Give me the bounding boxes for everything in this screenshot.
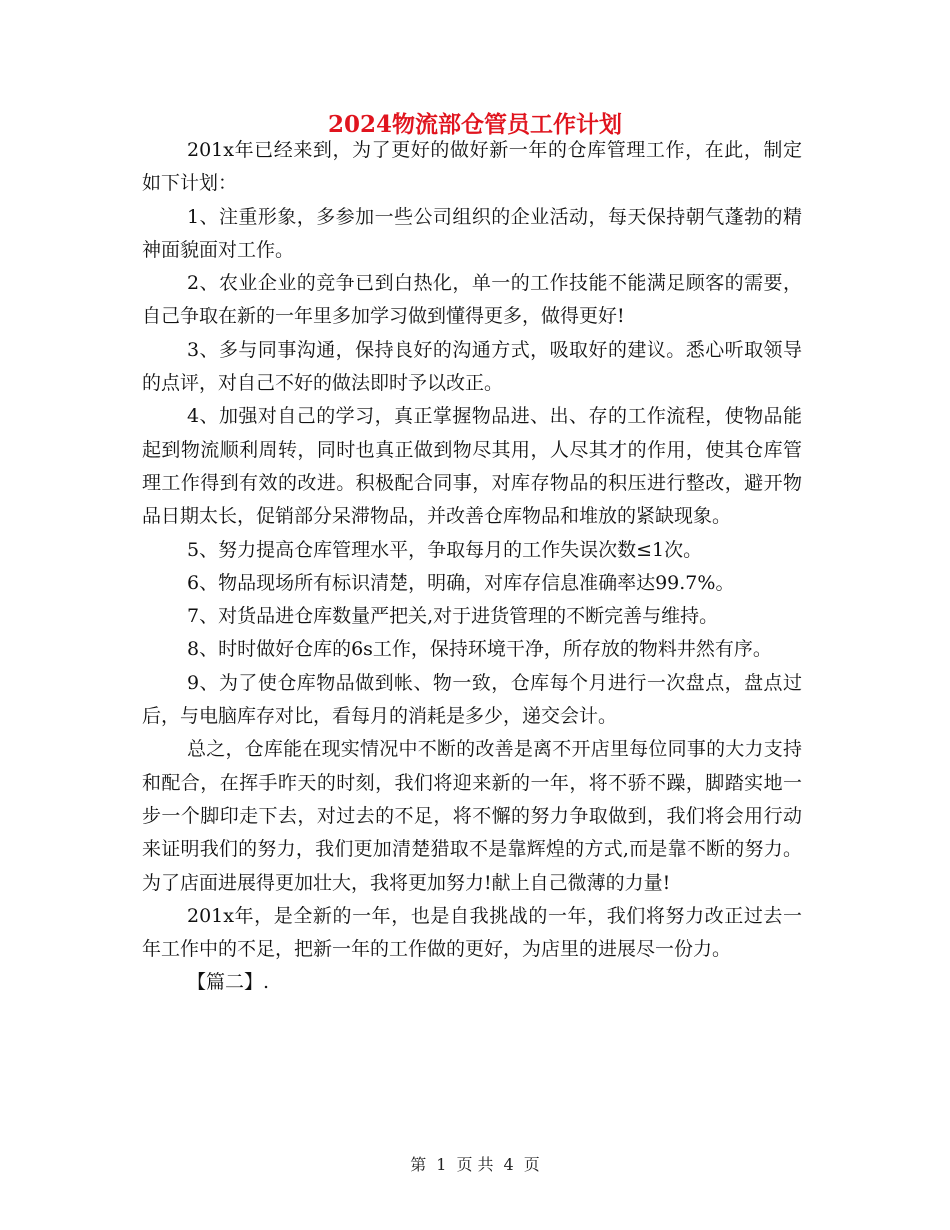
plan-item-8: 8、时时做好仓库的6s工作，保持环境干净，所存放的物料井然有序。 [187,638,772,661]
section-heading-part-two: 【篇二】. [187,971,270,994]
document-title: 2024物流部仓管员工作计划 [327,111,622,138]
current-page-number: 1 [436,1155,447,1174]
total-page-count: 4 [503,1155,514,1174]
plan-item-1: 1、注重形象，多参加一些公司组织的企业活动，每天保持朝气蓬勃的精神面貌面对工作。 [142,205,802,261]
plan-item-3: 3、多与同事沟通，保持良好的沟通方式，吸取好的建议。悉心听取领导的点评，对自己不好的做法即时予以改正。 [142,338,802,395]
plan-item-5: 5、努力提高仓库管理水平，争取每月的工作失误次数≤1次。 [187,538,703,561]
closing-paragraph: 201x年，是全新的一年，也是自我挑战的一年，我们将努力改正过去一年工作中的不足，把新一年的工作做的更好，为店里的进展尽一份力。 [142,904,802,961]
document-body [142,134,802,1000]
intro-paragraph: 201x年已经来到，为了更好的做好新一年的仓库管理工作，在此，制定如下计划： [142,139,802,195]
summary-paragraph: 总之，仓库能在现实情况中不断的改善是离不开店里每位同事的大力支持和配合，在挥手昨天的时刻，我们将迎来新的一年，将不骄不躁，脚踏实地一步一个脚印走下去，对过去的不足，将不懈的努力争取做到，我们将会用行动来证明我们的努力，我们更加清楚猎取不是靠辉煌的方式,而是靠不断的努力。为了店面进展得更加壮大，我将更加努力!献上自己微薄的力量! [142,738,802,894]
footer-mid: 页 共 [456,1155,494,1174]
footer-suffix: 页 [523,1155,540,1174]
footer-prefix: 第 [410,1155,427,1174]
plan-item-7: 7、对货品进仓库数量严把关,对于进货管理的不断完善与维持。 [187,605,719,628]
plan-item-9: 9、为了使仓库物品做到帐、物一致，仓库每个月进行一次盘点，盘点过后，与电脑库存对比，看每月的消耗是多少，递交会计。 [142,671,802,728]
plan-item-6: 6、物品现场所有标识清楚，明确，对库存信息准确率达99.7%。 [187,571,735,594]
page-footer [0,1153,950,1177]
plan-item-2: 2、农业企业的竞争已到白热化，单一的工作技能不能满足顾客的需要，自己争取在新的一年里多加学习做到懂得更多，做得更好! [142,272,802,328]
plan-item-4: 4、加强对自己的学习，真正掌握物品进、出、存的工作流程，使物品能起到物流顺利周转，同时也真正做到物尽其用，人尽其才的作用，使其仓库管理工作得到有效的改进。积极配合同事，对库存物品的积压进行整改，避开物品日期太长，促销部分呆滞物品，并改善仓库物品和堆放的紧缺现象。 [142,405,802,528]
